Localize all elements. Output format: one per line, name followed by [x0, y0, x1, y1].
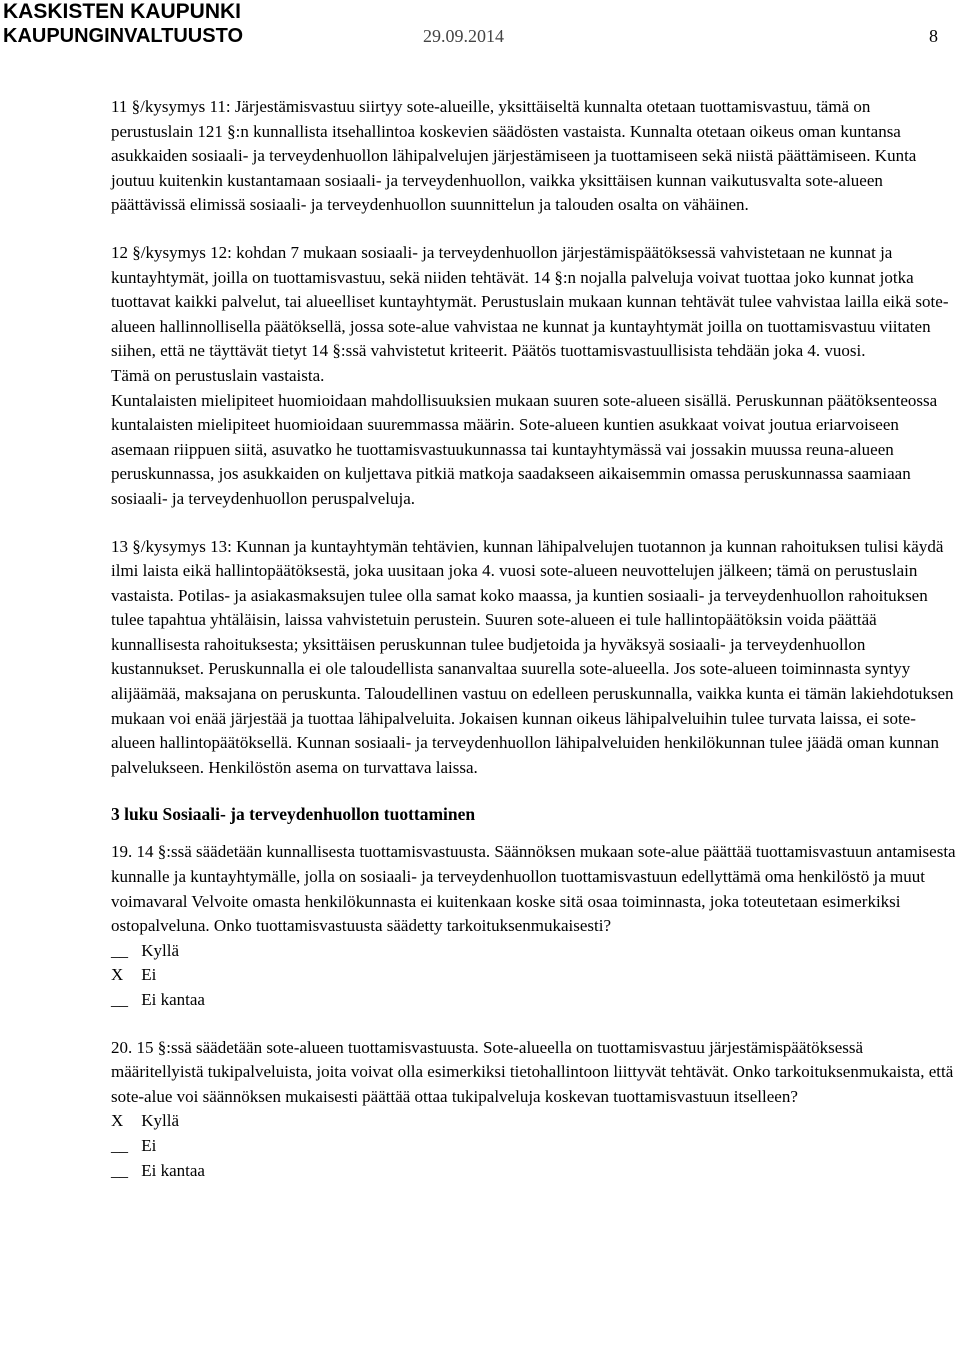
chapter-heading: 3 luku Sosiaali- ja terveydenhuollon tuottaminen: [111, 804, 476, 825]
answer-option[interactable]: [111, 1159, 956, 1184]
answer-label: Ei: [141, 965, 157, 985]
question-20-options: [111, 1109, 956, 1183]
answer-option[interactable]: [111, 939, 956, 964]
answer-mark: __: [111, 990, 128, 1009]
paragraph-q12-conclusion: Tämä on perustuslain vastaista.: [111, 365, 325, 385]
document-header: [3, 0, 938, 48]
answer-mark: X: [111, 1111, 124, 1131]
answer-label: Kyllä: [141, 940, 180, 960]
answer-option[interactable]: [111, 988, 956, 1013]
answer-label: Ei kantaa: [141, 990, 205, 1009]
meeting-date: 29.09.2014: [423, 26, 504, 46]
answer-label: Kyllä: [141, 1111, 180, 1131]
answer-mark: __: [111, 1135, 128, 1155]
document-body: [111, 95, 956, 1183]
council-name: KAUPUNGINVALTUUSTO: [3, 25, 243, 47]
answer-option[interactable]: [111, 1134, 956, 1159]
question-20: 20. 15 §:ssä säädetään sote-alueen tuottamisvastuusta. Sote-alueella on tuottamisvastuu järjestämispäätöksessä määritellyistä tukipalveluista, joita voivat olla esimerkiksi tietohallintoon liittyvät tehtävät. Onko tarkoituksenmukaista, että sote-alue voi säännöksen mukaisesti päättää ottaa tukipalveluja koskevan tuottamisvastuun itselleen?: [111, 1037, 954, 1106]
paragraph-q12-residents: Kuntalaisten mielipiteet huomioidaan mahdollisuuksien mukaan suuren sote-alueen sisällä. Peruskunnan päätöksenteossa kuntalaisten mielipiteet huomioidaan suuremmassa määrin. Sote-alueen kuntien asukkaat voivat joutua eriarvoiseen asemaan riippuen siitä, asuvatko he tuottamisvastuukunnassa tai kuntayhtymässä vai jossakin muussa reuna-alueen peruskunnassa, jos asukkaiden on kuljettava pitkiä matkoja saadakseen aikaisemmin omassa peruskunnassa saamiaan sosiaali- ja terveydenhuollon peruspalveluja.: [111, 390, 938, 508]
header-subrow: [3, 24, 938, 48]
paragraph-q12: 12 §/kysymys 12: kohdan 7 mukaan sosiaali- ja terveydenhuollon järjestämispäätöksessä vahvistetaan ne kunnat ja kuntayhtymät, joilla on tuottamisvastuu, sekä niiden tehtävät. 14 §:n nojalla palveluja voivat tuottaa joko kunnat jotka tuottavat kaikki palvelut, tai alueelliset kuntayhtymät. Perustuslain mukaan kunnan tehtävät tulee vahvistaa lailla eikä sote-alueen hallinnollisella päätöksellä, jossa sote-alue vahvistaa ne kunnat ja kuntayhtymät joilla on tuottamisvastuu viitaten siihen, että ne täyttävät tietyt 14 §:ssä vahvistetut kriteerit. Päätös tuottamisvastuullisista tehdään joka 4. vuosi.: [111, 242, 949, 361]
answer-option[interactable]: [111, 1109, 956, 1134]
paragraph-q11: 11 §/kysymys 11: Järjestämisvastuu siirtyy sote-alueille, yksittäiseltä kunnalta otetaan tuottamisvastuu, tämä on perustuslain 121 §:n kunnallista itsehallintoa koskevien säädösten vastaista. Kunnalta otetaan oikeus oman kuntansa asukkaiden sosiaali- ja terveydenhuollon lähipalvelujen järjestämiseen ja tuottamiseen sekä niistä päättämiseen. Kunta joutuu kuitenkin kustantamaan sosiaali- ja terveydenhuollon, vaikka yksittäisen kunnan vaikutusvalta sote-alueen päättävissä elimissä sosiaali- ja terveydenhuollon suunnittelun ja talouden osalta on vähäinen.: [111, 97, 917, 215]
answer-mark: __: [111, 1160, 128, 1180]
answer-mark: X: [111, 965, 124, 985]
answer-option[interactable]: [111, 963, 956, 988]
answer-label: Ei kantaa: [141, 1160, 205, 1180]
page-number: 8: [929, 26, 938, 46]
answer-label: Ei: [141, 1135, 157, 1155]
question-19: 19. 14 §:ssä säädetään kunnallisesta tuottamisvastuusta. Säännöksen mukaan sote-alue päättää tuottamisvastuun antamisesta kunnalle ja kuntayhtymälle, jolla on sosiaali- ja terveydenhuollon tuottamisvastuun edellyttämä oma henkilöstö ja muut voimavaral Velvoite omasta henkilökunnasta ei kuitenkaan koske sitä osaa toiminnasta, joka toteutetaan esimerkiksi ostopalveluna. Onko tuottamisvastuusta säädetty tarkoituksenmukaisesti?: [111, 842, 956, 936]
question-19-options: [111, 939, 956, 1013]
paragraph-q13: 13 §/kysymys 13: Kunnan ja kuntayhtymän tehtävien, kunnan lähipalvelujen tuotannon ja kunnan rahoituksen tulisi käydä ilmi laista eikä hallintopäätöksestä, joka uusitaan joka 4. vuosi sote-alueen neuvottelujen jälkeen; tämä on perustuslain vastaista. Potilas- ja asiakasmaksujen tulee olla samat koko maassa, ja kuntien sosiaali- ja terveydenhuollon rahoituksen tulee tapahtua yhtäläisin, laissa vahvistetuin perustein. Suuren sote-alueen ei tule hallintopäätöksin voida päättää kunnallisesta rahoituksesta; yksittäisen peruskunnan tulee budjetoida ja hyväksyä sosiaali- ja terveydenhuollon kustannukset. Peruskunnalla ei ole taloudellista sananvaltaa suurella sote-alueella. Jos sote-alueen toiminnasta syntyy alijäämää, maksajana on peruskunta. Taloudellinen vastuu on edelleen peruskunnalla, vaikka kunta ei tämän lakiehdotuksen mukaan voi enää järjestää ja tuottaa lähipalveluita. Jokaisen kunnan oikeus lähipalveluihin tulee turvata laissa, ei sote-alueen hallintopäätöksellä. Kunnan sosiaali- ja terveydenhuollon lähipalveluiden henkilökunnan tulee jäädä oman kunnan palvelukseen. Henkilöstön asema on turvattava laissa.: [111, 536, 954, 777]
organization-name: KASKISTEN KAUPUNKI: [3, 0, 242, 23]
answer-mark: __: [111, 940, 128, 960]
